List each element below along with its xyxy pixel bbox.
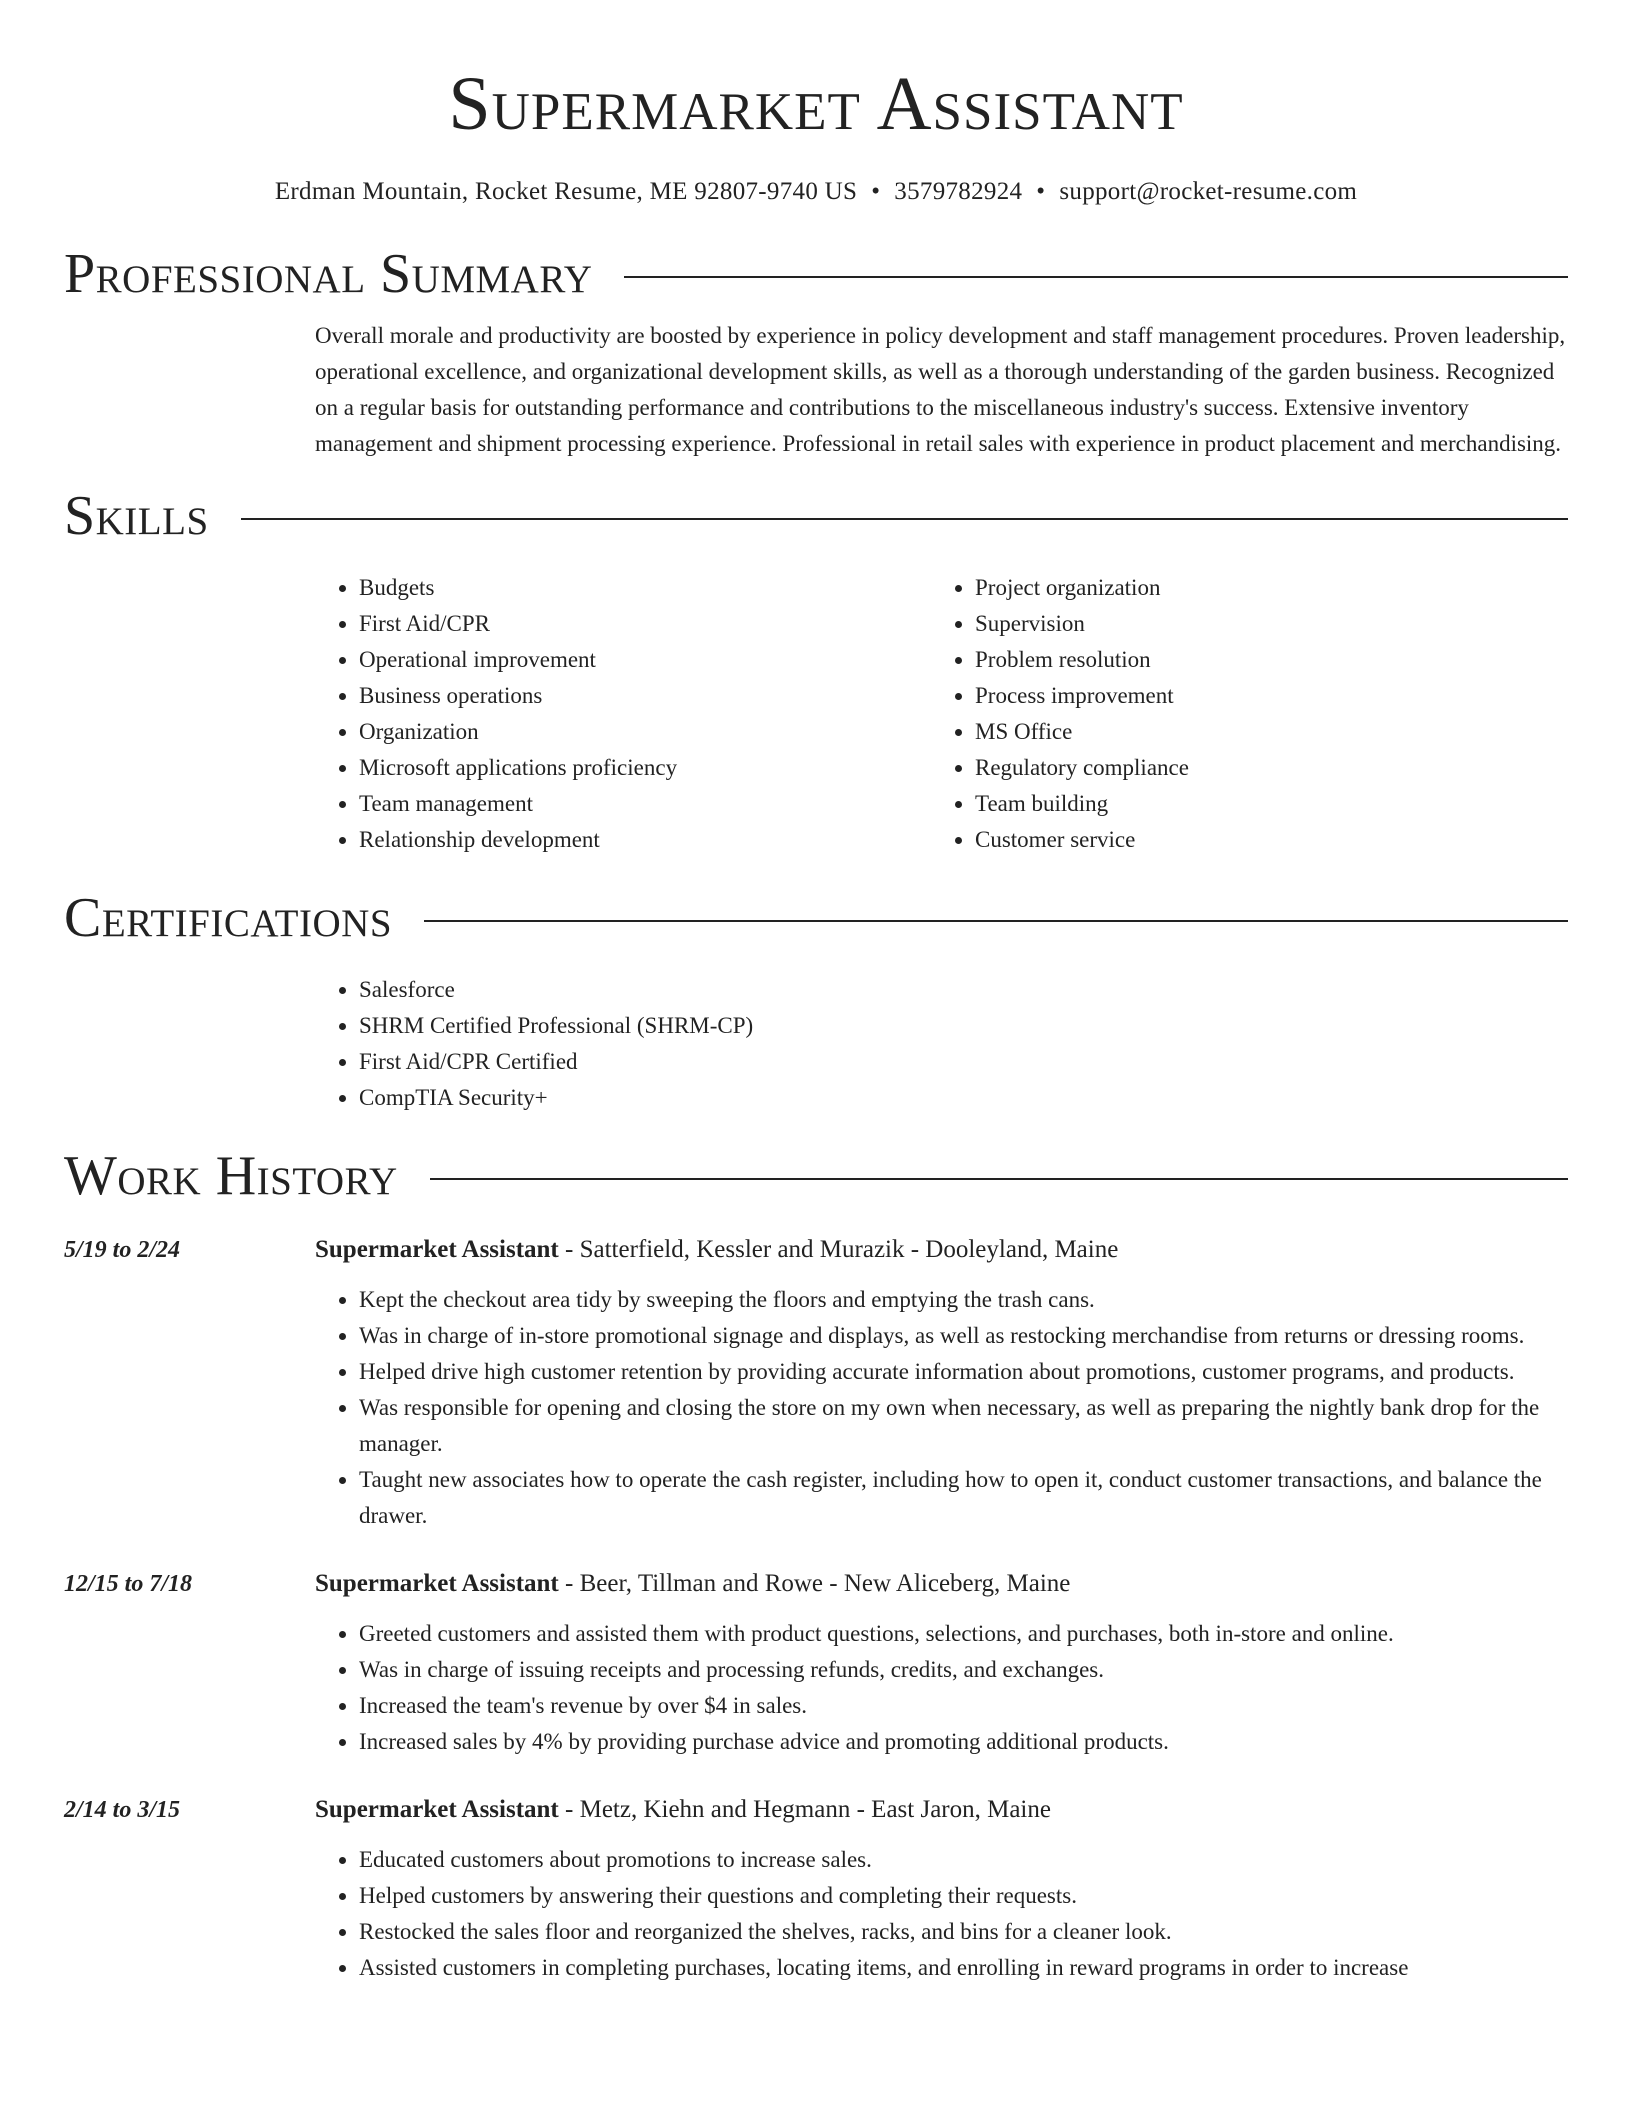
job-bullet: • Was in charge of issuing receipts and processing refunds, credits, and exchanges.: [359, 1652, 1568, 1688]
certifications-section-header: [64, 886, 1568, 950]
job-heading: [315, 1232, 1568, 1268]
section-divider: [424, 920, 1568, 922]
section-divider: [241, 518, 1568, 520]
skill-item: • MS Office: [975, 714, 1547, 750]
skill-item: • Process improvement: [975, 678, 1547, 714]
skill-item: • Project organization: [975, 570, 1547, 606]
job-dates: 5/19 to 2/24: [64, 1237, 181, 1263]
certifications-list: [315, 972, 1568, 1116]
skill-item: • Team management: [359, 786, 931, 822]
skill-item: • Business operations: [359, 678, 931, 714]
job-role: Supermarket Assistant: [315, 1796, 559, 1823]
contact-line: [0, 176, 1632, 208]
skill-item: • Regulatory compliance: [975, 750, 1547, 786]
skill-item: • Supervision: [975, 606, 1547, 642]
job-bullet: • Taught new associates how to operate the cash register, including how to open it, conduct customer transactions, and balance the drawer.: [359, 1462, 1568, 1534]
skills-column-right: [931, 570, 1547, 858]
skill-item: • Customer service: [975, 822, 1547, 858]
job-bullet: • Helped drive high customer retention by providing accurate information about promotions, customer programs, and products.: [359, 1354, 1568, 1390]
job-bullet: • Kept the checkout area tidy by sweeping the floors and emptying the trash cans.: [359, 1282, 1568, 1318]
section-divider: [430, 1178, 1568, 1180]
job-body: [315, 1792, 1568, 1986]
job-bullet: • Greeted customers and assisted them with product questions, selections, and purchases, both in-store and online.: [359, 1616, 1568, 1652]
skills-section-header: [64, 484, 1568, 548]
skill-item: • Operational improvement: [359, 642, 931, 678]
job-body: [315, 1566, 1568, 1760]
contact-email: support@rocket-resume.com: [1059, 178, 1358, 205]
contact-address: Erdman Mountain, Rocket Resume, ME 92807-9740 US: [274, 178, 858, 205]
job-entry: [64, 1566, 1568, 1760]
job-employer: - Beer, Tillman and Rowe - New Aliceberg, Maine: [558, 1570, 1071, 1597]
work-title: Work History: [64, 1145, 398, 1207]
job-bullet: • Restocked the sales floor and reorganized the shelves, racks, and bins for a cleaner look.: [359, 1914, 1568, 1950]
job-body: [315, 1232, 1568, 1534]
skill-item: • Budgets: [359, 570, 931, 606]
skills-title: Skills: [64, 485, 209, 547]
candidate-name: Supermarket Assistant: [448, 62, 1184, 146]
contact-phone: 3579782924: [894, 178, 1023, 205]
job-heading: [315, 1792, 1568, 1828]
job-bullet: • Was in charge of in-store promotional signage and displays, as well as restocking merchandise from returns or dressing rooms.: [359, 1318, 1568, 1354]
skill-item: • Team building: [975, 786, 1547, 822]
certification-item: • Salesforce: [359, 972, 1568, 1008]
skill-item: • Microsoft applications proficiency: [359, 750, 931, 786]
summary-text: Overall morale and productivity are boosted by experience in policy development and staff management procedures. Proven leadership, operational excellence, and organizational development skills, as well as a thorough understanding of the garden business. Recognized on a regular basis for outstanding performance and contributions to the miscellaneous industry's success. Extensive inventory management and shipment processing experience. Professional in retail sales with experience in product placement and merchandising.: [315, 323, 1566, 456]
job-bullet: • Helped customers by answering their questions and completing their requests.: [359, 1878, 1568, 1914]
job-bullet: • Increased sales by 4% by providing purchase advice and promoting additional products.: [359, 1724, 1568, 1760]
skill-item: • Organization: [359, 714, 931, 750]
certification-item: • SHRM Certified Professional (SHRM-CP): [359, 1008, 1568, 1044]
job-role: Supermarket Assistant: [315, 1236, 559, 1263]
certifications-title: Certifications: [64, 887, 393, 949]
skills-column-left: [315, 570, 931, 858]
summary-title: Professional Summary: [64, 243, 593, 305]
job-bullet: • Educated customers about promotions to increase sales.: [359, 1842, 1568, 1878]
section-divider: [624, 276, 1568, 278]
skill-item: • First Aid/CPR: [359, 606, 931, 642]
job-bullet: • Assisted customers in completing purchases, locating items, and enrolling in reward programs in order to increase: [359, 1950, 1568, 1986]
certification-item: • CompTIA Security+: [359, 1080, 1568, 1116]
skill-item: • Problem resolution: [975, 642, 1547, 678]
skill-item: • Relationship development: [359, 822, 931, 858]
job-dates: 2/14 to 3/15: [64, 1797, 181, 1823]
job-entry: [64, 1232, 1568, 1534]
certification-item: • First Aid/CPR Certified: [359, 1044, 1568, 1080]
job-heading: [315, 1566, 1568, 1602]
contact-separator: •: [1036, 178, 1046, 205]
job-dates: 12/15 to 7/18: [64, 1571, 193, 1597]
job-entry: [64, 1792, 1568, 1986]
work-section-header: [64, 1144, 1568, 1208]
job-employer: - Satterfield, Kessler and Murazik - Dooleyland, Maine: [558, 1236, 1119, 1263]
job-bullet: • Increased the team's revenue by over $4 in sales.: [359, 1688, 1568, 1724]
job-bullet: • Was responsible for opening and closing the store on my own when necessary, as well as preparing the nightly bank drop for the manager.: [359, 1390, 1568, 1462]
job-role: Supermarket Assistant: [315, 1570, 559, 1597]
job-employer: - Metz, Kiehn and Hegmann - East Jaron, Maine: [558, 1796, 1051, 1823]
skills-grid: [315, 570, 1568, 858]
contact-separator: •: [871, 178, 881, 205]
summary-section-header: [64, 242, 1568, 306]
